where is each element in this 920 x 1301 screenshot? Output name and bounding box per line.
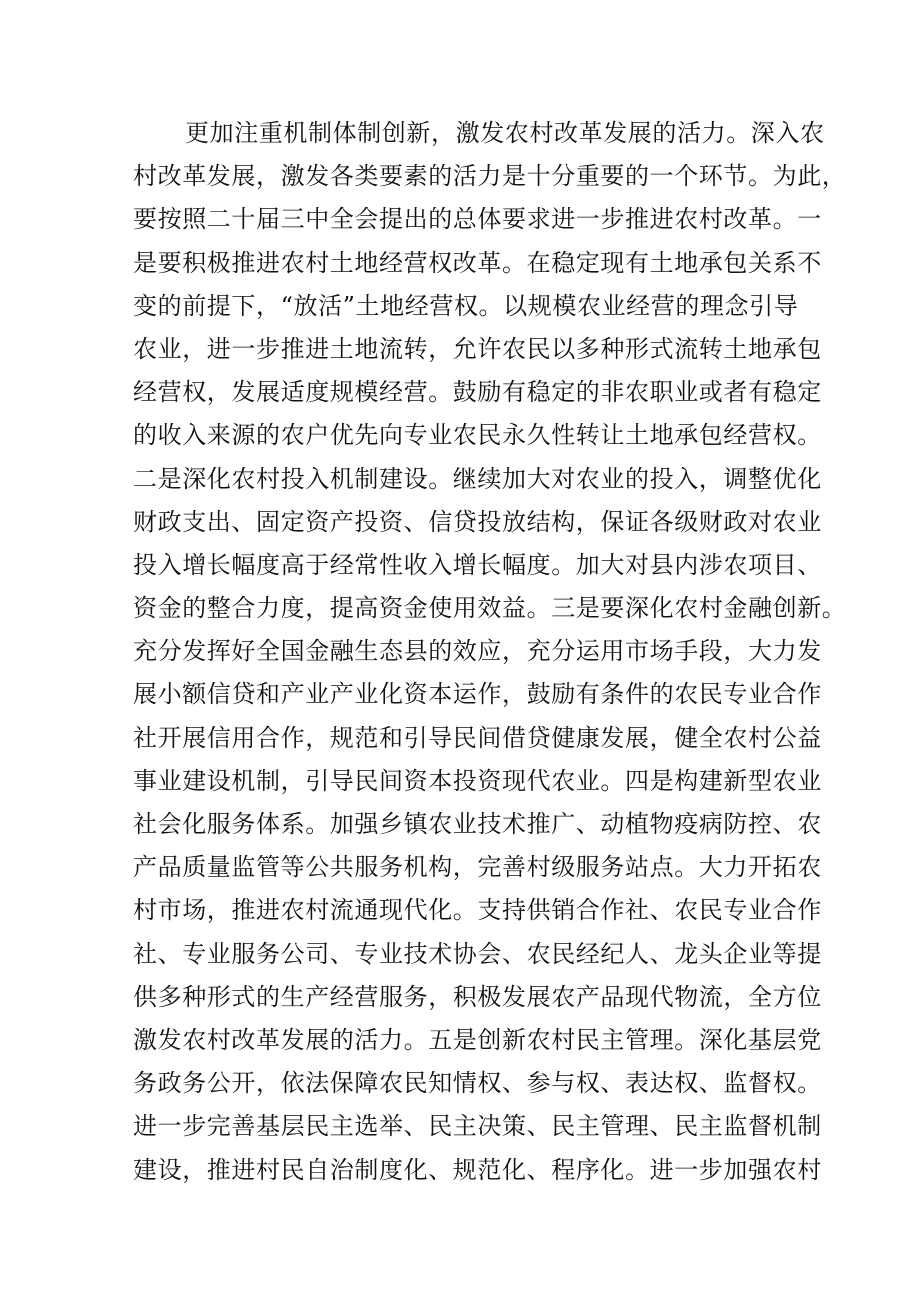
text-line: 社会化服务体系。加强乡镇农业技术推广、动植物疫病防控、农 [133, 810, 822, 838]
text-line: 财政支出、固定资产投资、信贷投放结构，保证各级财政对农业 [133, 507, 822, 536]
body-paragraph [133, 112, 847, 1192]
text-line: 更加注重机制体制创新，激发农村改革发展的活力。深入农 [185, 119, 825, 147]
text-line: 村改革发展，激发各类要素的活力是十分重要的一个环节。为此， [133, 162, 847, 191]
text-line: 农业，进一步推进土地流转，允许农民以多种形式流转土地承包 [133, 334, 822, 363]
text-line: 是要积极推进农村土地经营权改革。在稳定现有土地承包关系不 [133, 248, 822, 277]
text-line: 变的前提下，“放活”土地经营权。以规模农业经营的理念引导 [133, 291, 799, 320]
text-line: 资金的整合力度，提高资金使用效益。三是要深化农村金融创新。 [133, 594, 847, 623]
text-line: 投入增长幅度高于经常性收入增长幅度。加大对县内涉农项目、 [133, 550, 822, 579]
text-line: 激发农村改革发展的活力。五是创新农村民主管理。深化基层党 [133, 1025, 822, 1054]
text-line: 供多种形式的生产经营服务，积极发展农产品现代物流，全方位 [133, 982, 822, 1011]
text-line: 展小额信贷和产业产业化资本运作，鼓励有条件的农民专业合作 [133, 680, 822, 709]
text-line: 经营权，发展适度规模经营。鼓励有稳定的非农职业或者有稳定 [133, 378, 822, 407]
text-line: 充分发挥好全国金融生态县的效应，充分运用市场手段，大力发 [133, 637, 822, 666]
text-line: 的收入来源的农户优先向专业农民永久性转让土地承包经营权。 [133, 421, 822, 450]
text-line: 建设，推进村民自治制度化、规范化、程序化。进一步加强农村 [133, 1155, 822, 1184]
text-line: 二是深化农村投入机制建设。继续加大对农业的投入，调整优化 [133, 464, 822, 493]
text-line: 务政务公开，依法保障农民知情权、参与权、表达权、监督权。 [133, 1069, 822, 1098]
text-line: 事业建设机制，引导民间资本投资现代农业。四是构建新型农业 [133, 766, 822, 795]
text-line: 要按照二十届三中全会提出的总体要求进一步推进农村改革。一 [133, 205, 822, 234]
text-line: 社开展信用合作，规范和引导民间借贷健康发展，健全农村公益 [133, 723, 822, 752]
text-line: 产品质量监管等公共服务机构，完善村级服务站点。大力开拓农 [133, 853, 822, 882]
text-line: 社、专业服务公司、专业技术协会、农民经纪人、龙头企业等提 [133, 939, 822, 968]
text-line: 村市场，推进农村流通现代化。支持供销合作社、农民专业合作 [133, 896, 822, 925]
text-line: 进一步完善基层民主选举、民主决策、民主管理、民主监督机制 [133, 1112, 822, 1141]
